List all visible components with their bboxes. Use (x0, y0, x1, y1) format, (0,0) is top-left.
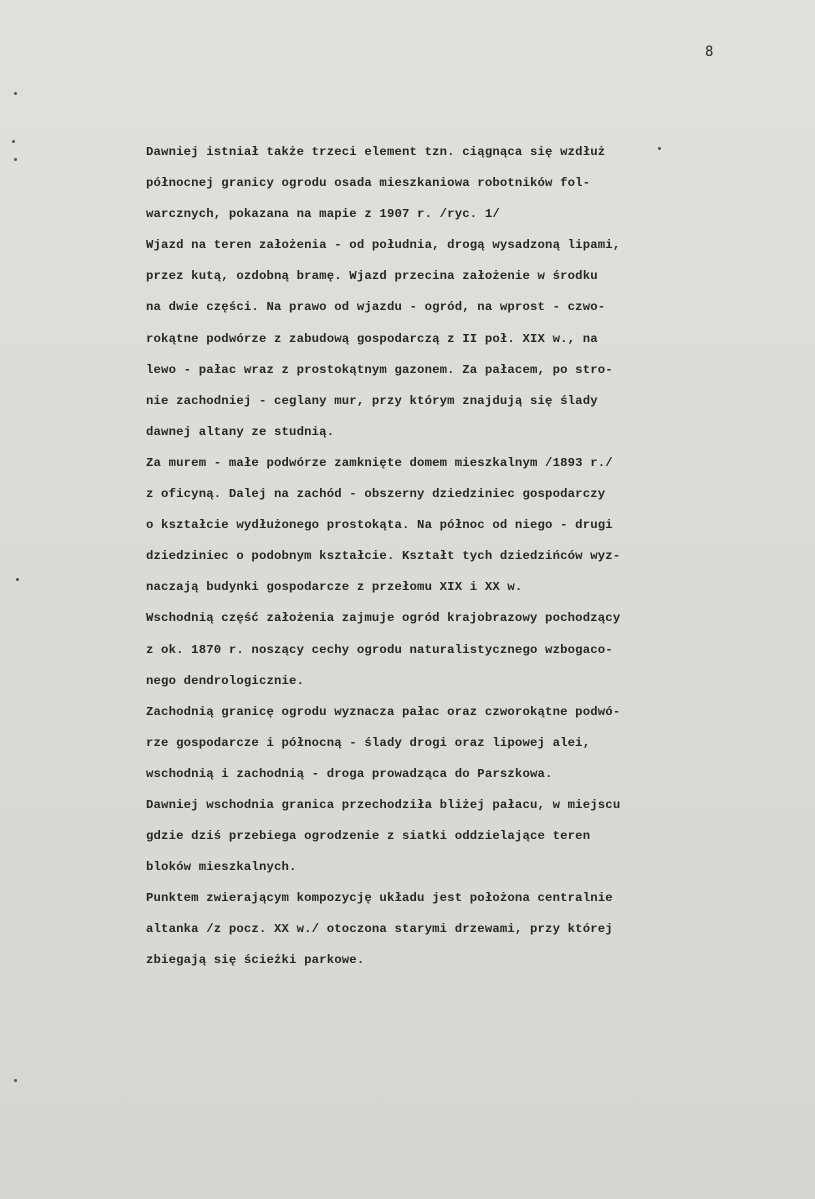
text-line: nie zachodniej - ceglany mur, przy którym znajdują się ślady (146, 393, 598, 408)
text-line: warcznych, pokazana na mapie z 1907 r. /ryc. 1/ (146, 207, 500, 222)
margin-dot (12, 140, 15, 143)
text-line: Wschodnią część założenia zajmuje ogród krajobrazowy pochodzący (146, 611, 621, 626)
margin-dot (14, 1079, 17, 1082)
text-line: bloków mieszkalnych. (146, 860, 297, 875)
text-line: rokątne podwórze z zabudową gospodarczą z II poł. XIX w., na (146, 331, 598, 346)
page-number: 8 (705, 44, 714, 60)
text-line: zbiegają się ścieżki parkowe. (146, 953, 365, 968)
text-line: północnej granicy ogrodu osada mieszkaniowa robotników fol- (146, 176, 591, 191)
text-line: gdzie dziś przebiega ogrodzenie z siatki oddzielające teren (146, 829, 591, 844)
text-line: o kształcie wydłużonego prostokąta. Na północ od niego - drugi (146, 518, 613, 533)
text-line: wschodnią i zachodnią - droga prowadząca do Parszkowa. (146, 766, 553, 781)
text-line: lewo - pałac wraz z prostokątnym gazonem. Za pałacem, po stro- (146, 362, 613, 377)
text-line: dziedziniec o podobnym kształcie. Kształt tych dziedzińców wyz- (146, 549, 621, 564)
text-line: rze gospodarcze i północną - ślady drogi oraz lipowej alei, (146, 735, 591, 750)
text-line: na dwie części. Na prawo od wjazdu - ogród, na wprost - czwo- (146, 300, 606, 315)
text-line: Zachodnią granicę ogrodu wyznacza pałac oraz czworokątne podwó- (146, 704, 621, 719)
text-line: nego dendrologicznie. (146, 673, 305, 688)
text-line: z ok. 1870 r. noszący cechy ogrodu naturalistycznego wzbogaco- (146, 642, 613, 657)
margin-dot (14, 92, 17, 95)
text-line: z oficyną. Dalej na zachód - obszerny dziedziniec gospodarczy (146, 487, 606, 502)
text-line: Za murem - małe podwórze zamknięte domem mieszkalnym /1893 r./ (146, 455, 613, 470)
text-line: naczają budynki gospodarcze z przełomu XIX i XX w. (146, 580, 523, 595)
text-line: Dawniej istniał także trzeci element tzn. ciągnąca się wzdłuż (146, 145, 606, 159)
text-line: Wjazd na teren założenia - od południa, drogą wysadzoną lipami, (146, 238, 621, 253)
margin-dot (14, 158, 17, 161)
typed-text-body (146, 137, 806, 977)
text-line: dawnej altany ze studnią. (146, 424, 335, 439)
text-line: Dawniej wschodnia granica przechodziła bliżej pałacu, w miejscu (146, 797, 621, 812)
text-line: altanka /z pocz. XX w./ otoczona starymi drzewami, przy której (146, 922, 613, 937)
text-line: Punktem zwierającym kompozycję układu jest położona centralnie (146, 891, 613, 906)
margin-dot (16, 578, 19, 581)
text-line: przez kutą, ozdobną bramę. Wjazd przecina założenie w środku (146, 269, 598, 284)
